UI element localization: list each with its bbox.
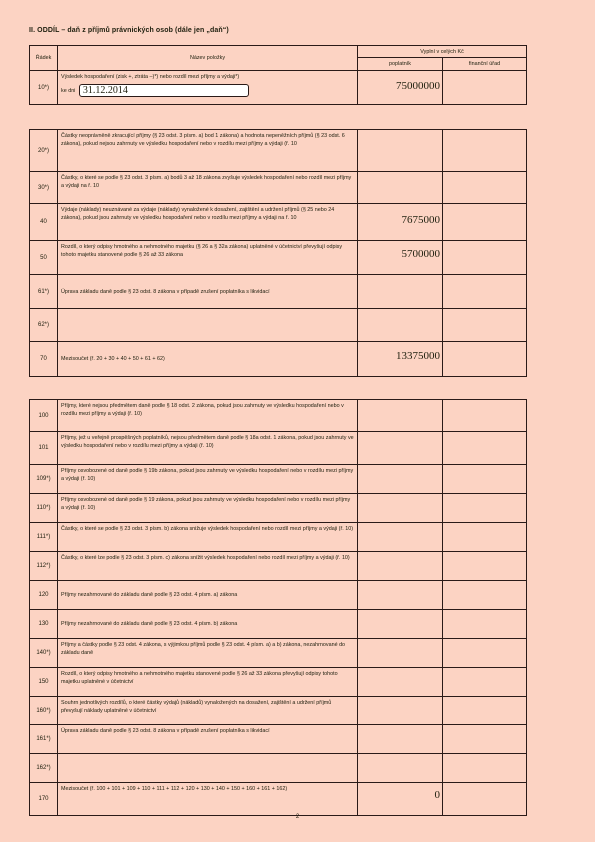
page-number: 2 [295,814,300,820]
table-row [30,725,527,754]
taxpayer-value-cell[interactable] [358,494,443,523]
row-description: Příjmy nezahrnované do základu daně podle § 23 odst. 4 písm. b) zákona [58,610,358,639]
row-number: 10*) [30,71,58,105]
row-number: 100 [30,400,58,432]
row-number: 61*) [30,275,58,309]
row-description: Příjmy, které nejsou předmětem daně podle § 18 odst. 2 zákona, pokud jsou zahrnuty ve výsledku hospodaření nebo v rozdílu mezi příjmy a výdaji (ř. 10) [58,400,358,432]
taxpayer-value-cell[interactable] [358,697,443,725]
table-deductions [29,399,527,816]
table-row [30,697,527,725]
table-row [30,494,527,523]
table-row [30,172,527,204]
row-number: 50 [30,241,58,275]
table-row [30,71,527,105]
row-description: Příjmy a částky podle § 23 odst. 4 zákona, s výjimkou příjmů podle § 23 odst. 4 písm. a) a b) zákona, nezahrnované do základu daně [58,639,358,668]
taxpayer-value: 13375000 [396,350,440,362]
date-field[interactable]: 31.12.2014 [79,84,249,97]
office-value-cell [443,241,527,275]
row-number: 161*) [30,725,58,754]
taxpayer-value: 75000000 [396,80,440,92]
row-description: Částky, o které se podle § 23 odst. 3 písm. a) bodů 3 až 18 zákona zvyšuje výsledek hospodaření nebo rozdíl mezi příjmy a výdaji na ř. 10 [58,172,358,204]
row-description: Příjmy nezahrnované do základu daně podle § 23 odst. 4 písm. a) zákona [58,581,358,610]
row-number: 150 [30,668,58,697]
office-value-cell [443,754,527,783]
table-row [30,342,527,377]
header-fill-label: Vyplní v celých Kč [358,46,527,58]
taxpayer-value-cell[interactable] [358,172,443,204]
row-description: Částky, o které se podle § 23 odst. 3 písm. b) zákona snižuje výsledek hospodaření nebo rozdíl mezi příjmy a výdaji (ř. 10) [58,523,358,552]
office-value-cell [443,172,527,204]
taxpayer-value-cell[interactable] [358,342,443,377]
office-value-cell [443,552,527,581]
row-description: Rozdíl, o který odpisy hmotného a nehmotného majetku (§ 26 a § 32a zákona) uplatněné v účetnictví převyšují odpisy tohoto majetku stanovené podle § 26 až 33 zákona [58,241,358,275]
row-description: Příjmy osvobozené od daně podle § 19b zákona, pokud jsou zahrnuty ve výsledku hospodaření nebo v rozdílu mezi příjmy a výdaji (ř. 10) [58,465,358,494]
table-row [30,668,527,697]
row-number: 160*) [30,697,58,725]
row-description: Výdaje (náklady) neuznávané za výdaje (náklady) vynaložené k dosažení, zajištění a udržení příjmů (§ 25 nebo 24 zákona), pokud jsou zahrnuty ve výsledku hospodaření nebo v rozdílu mezi příjmy a výdaji na ř. 10 [58,204,358,241]
taxpayer-value: 0 [434,789,440,801]
table-row [30,523,527,552]
office-value-cell [443,71,527,105]
taxpayer-value-cell[interactable] [358,432,443,465]
table-row [30,754,527,783]
row-description [58,309,358,342]
taxpayer-value-cell[interactable] [358,725,443,754]
table-additions [29,129,527,377]
row-number: 111*) [30,523,58,552]
taxpayer-value-cell[interactable] [358,204,443,241]
row-description: Částky neoprávněně zkracující příjmy (§ 23 odst. 3 písm. a) bod 1 zákona) a hodnota nepeněžních příjmů (§ 23 odst. 6 zákona), pokud nejsou zahrnuty ve výsledku hospodaření nebo v rozdílu mezi příjmy a výdaji (ř. 10 [58,130,358,172]
table-row [30,309,527,342]
row-number: 130 [30,610,58,639]
table-row [30,275,527,309]
office-value-cell [443,432,527,465]
taxpayer-value-cell[interactable] [358,639,443,668]
taxpayer-value-cell[interactable] [358,241,443,275]
row-description: Mezisoučet (ř. 100 + 101 + 109 + 110 + 111 + 112 + 120 + 130 + 140 + 150 + 160 + 161 + 162) [58,783,358,816]
row-number: 20*) [30,130,58,172]
office-value-cell [443,668,527,697]
row-number: 70 [30,342,58,377]
office-value-cell [443,697,527,725]
row-number: 170 [30,783,58,816]
office-value-cell [443,725,527,754]
row-description [58,754,358,783]
row-number: 110*) [30,494,58,523]
row-description: Úprava základu daně podle § 23 odst. 8 zákona v případě zrušení poplatníka s likvidací [58,275,358,309]
taxpayer-value-cell[interactable] [358,552,443,581]
taxpayer-value-cell[interactable] [358,783,443,816]
office-value-cell [443,494,527,523]
table-row [30,639,527,668]
row-description: Příjmy, jež u veřejně prospěšných poplatníků, nejsou předmětem daně podle § 18a odst. 1 zákona, pokud jsou zahrnuty ve výsledku hospodaření nebo v rozdílu mezi příjmy a výdaji (ř. 10) [58,432,358,465]
table-row [30,130,527,172]
table-row [30,432,527,465]
row-number: 112*) [30,552,58,581]
row-description: Rozdíl, o který odpisy hmotného a nehmotného majetku stanovené podle § 26 až 33 zákona převyšují odpisy tohoto majetku uplatněné v účetnictví [58,668,358,697]
row-number: 30*) [30,172,58,204]
header-row-label: Řádek [30,46,58,71]
row-description: Výsledek hospodaření (zisk +, ztráta –)*) nebo rozdíl mezi příjmy a výdaji*) ke dni 31.12.2014 [58,71,358,105]
taxpayer-value: 7675000 [401,214,440,226]
row-number: 40 [30,204,58,241]
office-value-cell [443,400,527,432]
table-row [30,465,527,494]
table-row [30,400,527,432]
row-description: Částky, o které lze podle § 23 odst. 3 písm. c) zákona snížit výsledek hospodaření nebo rozdíl mezi příjmy a výdaji (ř. 10) [58,552,358,581]
row-number: 101 [30,432,58,465]
header-name-label: Název položky [58,46,358,71]
row-description: Úprava základu daně podle § 23 odst. 8 zákona v případě zrušení poplatníka s likvidací [58,725,358,754]
taxpayer-value: 5700000 [401,248,440,260]
office-value-cell [443,275,527,309]
taxpayer-value-cell[interactable] [358,465,443,494]
row-number: 109*) [30,465,58,494]
taxpayer-value-cell[interactable] [358,130,443,172]
taxpayer-value-cell[interactable] [358,523,443,552]
office-value-cell [443,610,527,639]
office-value-cell [443,130,527,172]
row-number: 120 [30,581,58,610]
office-value-cell [443,342,527,377]
taxpayer-value-cell[interactable] [358,668,443,697]
table-row [30,581,527,610]
table-row [30,204,527,241]
office-value-cell [443,523,527,552]
taxpayer-value-cell[interactable] [358,275,443,309]
office-value-cell [443,581,527,610]
office-value-cell [443,465,527,494]
office-value-cell [443,783,527,816]
office-value-cell [443,204,527,241]
date-prefix: ke dni [61,87,76,94]
table-row [30,552,527,581]
row-description: Příjmy osvobozené od daně podle § 19 zákona, pokud jsou zahrnuty ve výsledku hospodaření nebo v rozdílu mezi příjmy a výdaji (ř. 10) [58,494,358,523]
table-row [30,783,527,816]
taxpayer-value-cell[interactable] [358,754,443,783]
header-col-taxpayer: poplatník [358,58,443,71]
taxpayer-value-cell[interactable] [358,71,443,105]
section-title: II. ODDÍL – daň z příjmů právnických osob (dále jen „daň“) [29,27,229,34]
header-col-office: finanční úřad [443,58,527,71]
row-number: 140*) [30,639,58,668]
office-value-cell [443,309,527,342]
taxpayer-value-cell[interactable] [358,581,443,610]
office-value-cell [443,639,527,668]
row-number: 162*) [30,754,58,783]
table-row [30,610,527,639]
row-description: Mezisoučet (ř. 20 + 30 + 40 + 50 + 61 + 62) [58,342,358,377]
table-header-and-row-10 [29,45,527,105]
row-number: 62*) [30,309,58,342]
taxpayer-value-cell[interactable] [358,400,443,432]
row-description: Souhrn jednotlivých rozdílů, o které částky výdajů (nákladů) vynaložených na dosažení, zajištění a udržení příjmů převyšují náklady uplatněné v účetnictví [58,697,358,725]
taxpayer-value-cell[interactable] [358,610,443,639]
table-row [30,241,527,275]
taxpayer-value-cell[interactable] [358,309,443,342]
